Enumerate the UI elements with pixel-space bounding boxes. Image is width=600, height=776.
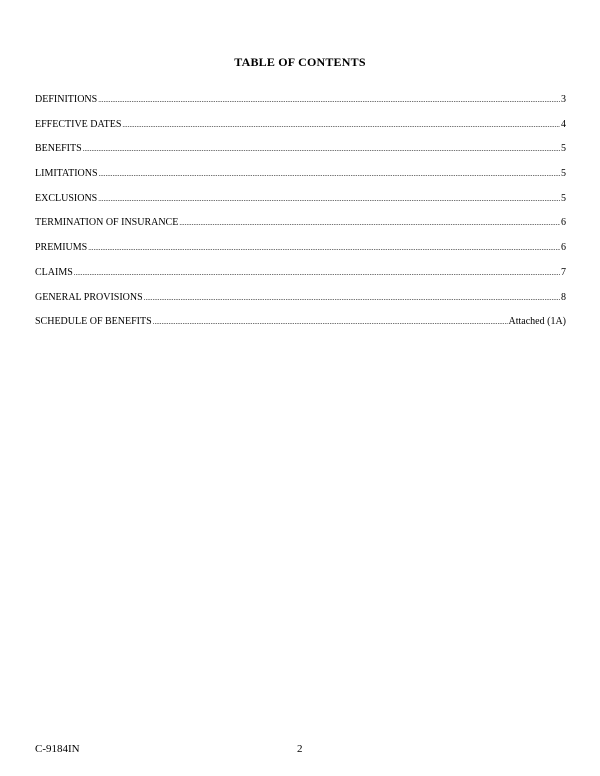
toc-dot-leader	[98, 94, 560, 105]
toc-entry-page: Attached (1A)	[508, 316, 566, 328]
toc-dot-leader	[83, 143, 560, 154]
toc-entry-page: 8	[561, 291, 566, 303]
toc-entry-schedule-of-benefits	[35, 316, 566, 341]
toc-title: TABLE OF CONTENTS	[234, 55, 366, 69]
toc-dot-leader	[122, 119, 560, 130]
footer-page-number: 2	[297, 743, 303, 755]
toc-entry-claims	[35, 267, 566, 292]
toc-entry-page: 4	[561, 118, 566, 130]
toc-entry-page: 6	[561, 217, 566, 229]
toc-entry-page: 5	[561, 143, 566, 155]
toc-entry-label: EXCLUSIONS	[35, 192, 98, 204]
toc-entry-label: DEFINITIONS	[35, 94, 98, 105]
toc-entry-page: 6	[561, 242, 566, 254]
toc-entry-effective-dates	[35, 119, 566, 144]
toc-entry-page: 5	[561, 168, 566, 180]
toc-entry-label: CLAIMS	[35, 266, 73, 278]
toc-entry-limitations	[35, 168, 566, 193]
toc-entry-benefits	[35, 143, 566, 168]
toc-dot-leader	[144, 292, 560, 303]
toc-list	[35, 94, 566, 341]
toc-entry-label: PREMIUMS	[35, 242, 88, 254]
toc-entry-label: LIMITATIONS	[35, 168, 98, 180]
toc-dot-leader	[74, 267, 560, 278]
toc-dot-leader	[98, 193, 560, 204]
toc-entry-premiums	[35, 242, 566, 267]
toc-dot-leader	[99, 168, 560, 179]
toc-entry-label: EFFECTIVE DATES	[35, 118, 122, 130]
toc-entry-exclusions	[35, 193, 566, 218]
toc-entry-label: TERMINATION OF INSURANCE	[35, 217, 179, 229]
toc-entry-label: SCHEDULE OF BENEFITS	[35, 316, 152, 328]
toc-entry-termination-of-insurance	[35, 217, 566, 242]
toc-entry-page: 7	[561, 266, 566, 278]
toc-dot-leader	[88, 242, 560, 253]
toc-entry-page: 3	[561, 94, 566, 105]
toc-dot-leader	[153, 316, 508, 327]
toc-entry-page: 5	[561, 192, 566, 204]
toc-dot-leader	[179, 217, 560, 228]
footer-form-code: C-9184IN	[35, 743, 80, 755]
toc-entry-definitions	[35, 94, 566, 119]
toc-entry-label: BENEFITS	[35, 143, 82, 155]
toc-entry-general-provisions	[35, 292, 566, 317]
toc-entry-label: GENERAL PROVISIONS	[35, 291, 143, 303]
